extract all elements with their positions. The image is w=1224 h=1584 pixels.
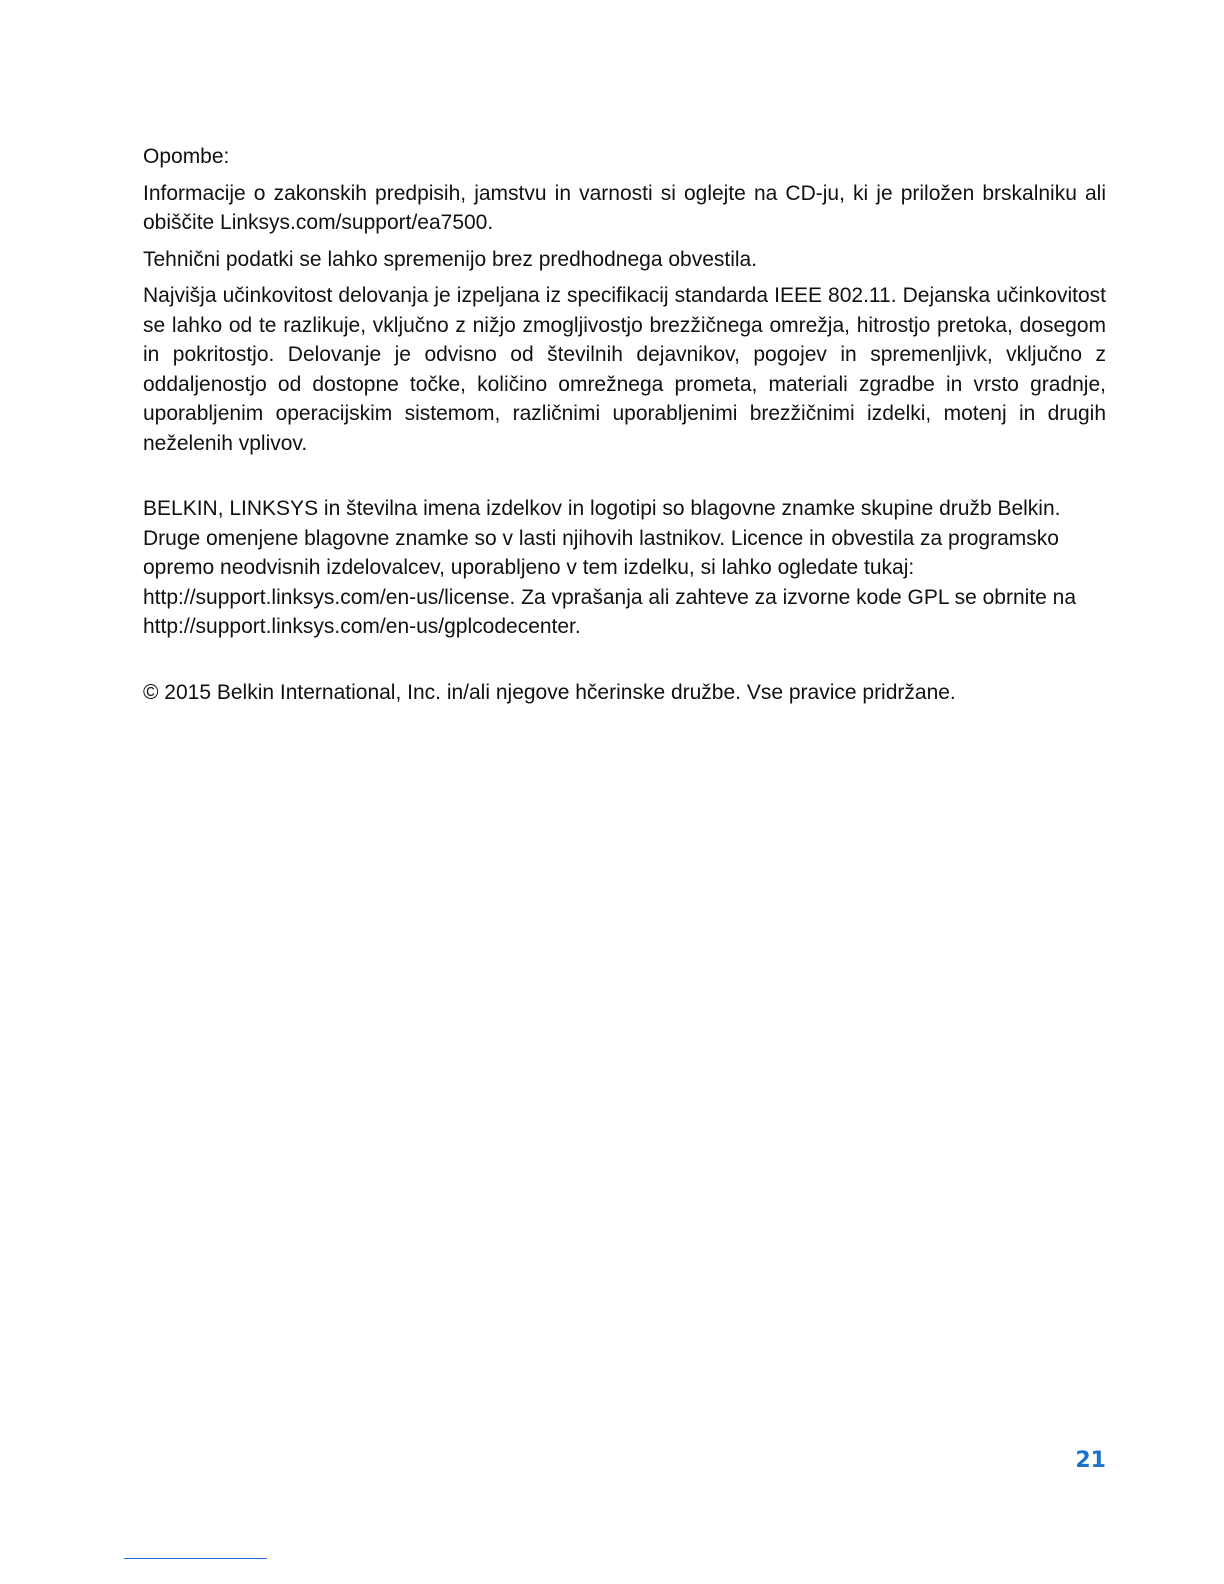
page-content xyxy=(143,142,1106,707)
trademark-paragraph xyxy=(143,494,1106,642)
notes-heading: Opombe: xyxy=(143,145,230,168)
copyright-paragraph: © 2015 Belkin International, Inc. in/ali njegove hčerinske družbe. Vse pravice pridržane. xyxy=(143,680,956,704)
performance-paragraph: Najvišja učinkovitost delovanja je izpeljana iz specifikacij standarda IEEE 802.11. Dejanska učinkovitost se lahko od te razlikuje, vključno z nižjo zmogljivostjo brezžičnega omrežja, hitrostjo pretoka, dosegom in pokritostjo. Delovanje je odvisno od številnih dejavnikov, pogojev in spremenljivk, vključno z oddaljenostjo od dostopne točke, količino omrežnega prometa, materiali zgradbe in vrsto gradnje, uporabljenim operacijskim sistemom, različnimi uporabljenimi brezžičnimi izdelki, motenj in drugih neželenih vplivov. xyxy=(143,284,1106,455)
page-number: 21 xyxy=(1075,1448,1106,1473)
trademark-line: BELKIN, LINKSYS in številna imena izdelkov in logotipi so blagovne znamke skupine družb Belkin. xyxy=(143,497,1061,520)
license-link-line[interactable]: http://support.linksys.com/en-us/license. Za vprašanja ali zahteve za izvorne kode GPL se obrnite na xyxy=(143,585,1077,609)
spec-change-paragraph: Tehnični podatki se lahko spremenijo brez predhodnega obvestila. xyxy=(143,247,758,271)
gpl-link-line[interactable]: http://support.linksys.com/en-us/gplcodecenter. xyxy=(143,615,581,638)
trademark-line: opremo neodvisnih izdelovalcev, uporabljeno v tem izdelku, si lahko ogledate tukaj: xyxy=(143,556,915,579)
footer-rule xyxy=(124,1558,267,1559)
trademark-line: Druge omenjene blagovne znamke so v lasti njihovih lastnikov. Licence in obvestila za programsko xyxy=(143,526,1059,550)
regulatory-notes-paragraph: Informacije o zakonskih predpisih, jamstvu in varnosti si oglejte na CD-ju, ki je priložen brskalniku ali obiščite Linksys.com/support/ea7500. xyxy=(143,181,1106,234)
